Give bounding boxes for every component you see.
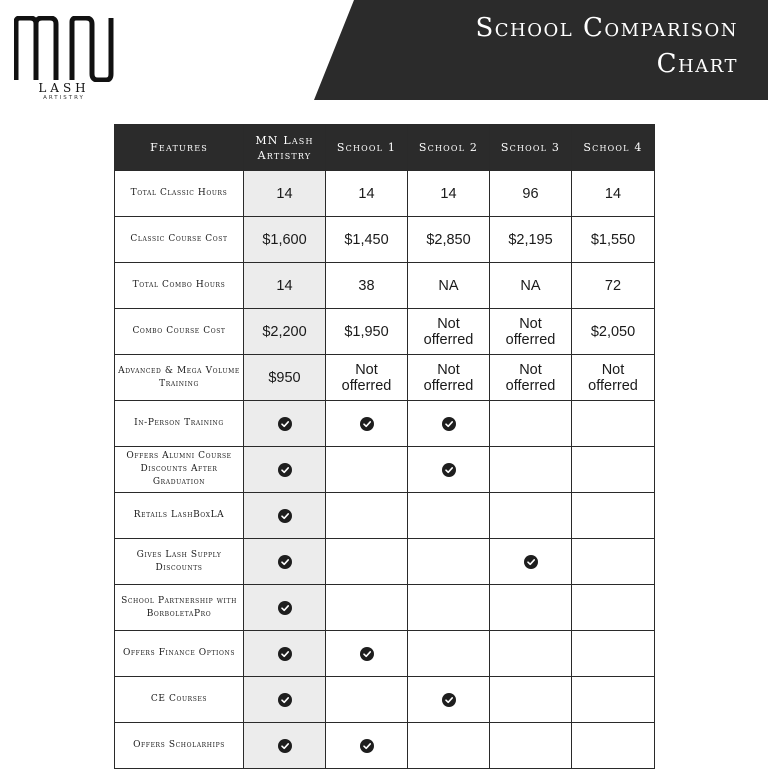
- cell-mn-lash-artistry: [244, 401, 326, 447]
- check-circle-icon: [278, 509, 292, 523]
- cell-school-3: [490, 171, 572, 217]
- table-row: [115, 447, 655, 493]
- cell-school-4: [572, 355, 655, 401]
- cell-school-2: [408, 493, 490, 539]
- cell-mn-lash-artistry: [244, 171, 326, 217]
- cell-school-2: [408, 217, 490, 263]
- page-title: [378, 10, 738, 82]
- cell-school-1: [326, 631, 408, 677]
- cell-school-1: [326, 447, 408, 493]
- table-body: [115, 171, 655, 769]
- check-circle-icon: [360, 739, 374, 753]
- cell-school-3: [490, 263, 572, 309]
- cell-value: 14: [276, 277, 293, 294]
- cell-school-1: [326, 309, 408, 355]
- header-school-2: School 2: [408, 125, 490, 171]
- cell-value: Not offerred: [505, 315, 556, 348]
- cell-value: 38: [358, 277, 375, 294]
- feature-label: Classic Course Cost: [115, 217, 244, 263]
- cell-value: Not offerred: [341, 361, 392, 394]
- table-row: [115, 585, 655, 631]
- cell-value: 96: [522, 185, 539, 202]
- cell-value: 72: [604, 277, 622, 294]
- cell-school-2: [408, 355, 490, 401]
- brand-logo: [14, 16, 114, 106]
- cell-school-4: [572, 171, 655, 217]
- cell-school-1: [326, 217, 408, 263]
- cell-value: 14: [358, 185, 375, 202]
- table-row: [115, 217, 655, 263]
- check-circle-icon: [278, 417, 292, 431]
- cell-value: $1,600: [262, 231, 307, 248]
- cell-school-2: [408, 447, 490, 493]
- comparison-table: [114, 124, 655, 769]
- feature-label: Offers Scholarhips: [115, 723, 244, 769]
- cell-value: Not offerred: [505, 361, 556, 394]
- cell-school-3: [490, 355, 572, 401]
- cell-school-3: [490, 217, 572, 263]
- cell-school-3: [490, 447, 572, 493]
- cell-school-3: [490, 401, 572, 447]
- feature-label: Advanced & Mega Volume Training: [115, 355, 244, 401]
- cell-value: Not offerred: [423, 361, 474, 394]
- check-circle-icon: [278, 739, 292, 753]
- check-circle-icon: [278, 601, 292, 615]
- table-row: [115, 539, 655, 585]
- cell-mn-lash-artistry: [244, 309, 326, 355]
- cell-value: $2,195: [508, 231, 553, 248]
- check-circle-icon: [278, 647, 292, 661]
- title-line-2: Chart: [656, 49, 738, 79]
- cell-school-2: [408, 631, 490, 677]
- header-school-1: School 1: [326, 125, 408, 171]
- cell-mn-lash-artistry: [244, 677, 326, 723]
- cell-value: Not offerred: [588, 361, 638, 394]
- cell-value: NA: [438, 277, 459, 294]
- feature-label: Offers Alumni Course Discounts After Graduation: [115, 447, 244, 493]
- cell-mn-lash-artistry: [244, 539, 326, 585]
- cell-mn-lash-artistry: [244, 585, 326, 631]
- feature-label: Total Classic Hours: [115, 171, 244, 217]
- cell-value: NA: [520, 277, 541, 294]
- cell-school-3: [490, 493, 572, 539]
- table-row: [115, 309, 655, 355]
- cell-school-1: [326, 677, 408, 723]
- cell-mn-lash-artistry: [244, 355, 326, 401]
- cell-school-4: [572, 631, 655, 677]
- cell-mn-lash-artistry: [244, 447, 326, 493]
- cell-school-3: [490, 585, 572, 631]
- feature-label: School Partnership with BorboletaPro: [115, 585, 244, 631]
- table-row: [115, 401, 655, 447]
- cell-value: $1,550: [590, 231, 636, 248]
- cell-value: $2,050: [590, 323, 636, 340]
- check-circle-icon: [442, 417, 456, 431]
- cell-school-4: [572, 401, 655, 447]
- table-row: [115, 493, 655, 539]
- table-row: [115, 677, 655, 723]
- check-circle-icon: [360, 647, 374, 661]
- cell-school-4: [572, 677, 655, 723]
- cell-school-1: [326, 401, 408, 447]
- check-circle-icon: [442, 693, 456, 707]
- cell-school-2: [408, 309, 490, 355]
- feature-label: Combo Course Cost: [115, 309, 244, 355]
- table-row: [115, 263, 655, 309]
- cell-school-3: [490, 677, 572, 723]
- feature-label: Total Combo Hours: [115, 263, 244, 309]
- feature-label: Gives Lash Supply Discounts: [115, 539, 244, 585]
- cell-value: Not offerred: [423, 315, 474, 348]
- title-line-1: School Comparison: [475, 13, 738, 43]
- cell-school-4: [572, 447, 655, 493]
- cell-school-4: [572, 585, 655, 631]
- feature-label: In-Person Training: [115, 401, 244, 447]
- cell-school-2: [408, 263, 490, 309]
- cell-school-2: [408, 585, 490, 631]
- cell-school-2: [408, 677, 490, 723]
- cell-mn-lash-artistry: [244, 631, 326, 677]
- check-circle-icon: [278, 555, 292, 569]
- cell-school-2: [408, 401, 490, 447]
- feature-label: CE Courses: [115, 677, 244, 723]
- cell-school-3: [490, 631, 572, 677]
- cell-value: $1,450: [344, 231, 389, 248]
- title-banner: [314, 0, 768, 100]
- cell-mn-lash-artistry: [244, 263, 326, 309]
- cell-school-3: [490, 309, 572, 355]
- cell-school-4: [572, 539, 655, 585]
- check-circle-icon: [524, 555, 538, 569]
- feature-label: Offers Finance Options: [115, 631, 244, 677]
- check-circle-icon: [442, 463, 456, 477]
- header-school-3: School 3: [490, 125, 572, 171]
- table-row: [115, 355, 655, 401]
- cell-school-4: [572, 493, 655, 539]
- cell-school-2: [408, 171, 490, 217]
- table-row: [115, 171, 655, 217]
- cell-school-1: [326, 493, 408, 539]
- cell-school-4: [572, 263, 655, 309]
- header-features: Features: [115, 125, 244, 171]
- cell-school-4: [572, 217, 655, 263]
- cell-school-4: [572, 309, 655, 355]
- cell-mn-lash-artistry: [244, 217, 326, 263]
- logo-word: LASH: [38, 81, 90, 95]
- cell-school-1: [326, 355, 408, 401]
- cell-value: 14: [276, 185, 293, 202]
- cell-value: $2,850: [426, 231, 471, 248]
- cell-value: $950: [268, 369, 301, 386]
- header-school-4: School 4: [572, 125, 655, 171]
- table-row: [115, 631, 655, 677]
- cell-school-1: [326, 585, 408, 631]
- cell-value: 14: [440, 185, 457, 202]
- mn-logo-mark: [14, 16, 114, 82]
- feature-label: Retails LashBoxLA: [115, 493, 244, 539]
- table-header-row: [115, 125, 655, 171]
- cell-school-2: [408, 539, 490, 585]
- cell-school-1: [326, 539, 408, 585]
- logo-subword: ARTISTRY: [43, 95, 85, 101]
- cell-school-1: [326, 263, 408, 309]
- cell-value: 14: [604, 185, 622, 202]
- cell-value: $2,200: [262, 323, 307, 340]
- check-circle-icon: [278, 463, 292, 477]
- cell-value: $1,950: [344, 323, 389, 340]
- header-mn-lash-artistry: MN Lash Artistry: [244, 125, 326, 171]
- cell-school-3: [490, 539, 572, 585]
- cell-mn-lash-artistry: [244, 493, 326, 539]
- cell-school-1: [326, 171, 408, 217]
- check-circle-icon: [278, 693, 292, 707]
- check-circle-icon: [360, 417, 374, 431]
